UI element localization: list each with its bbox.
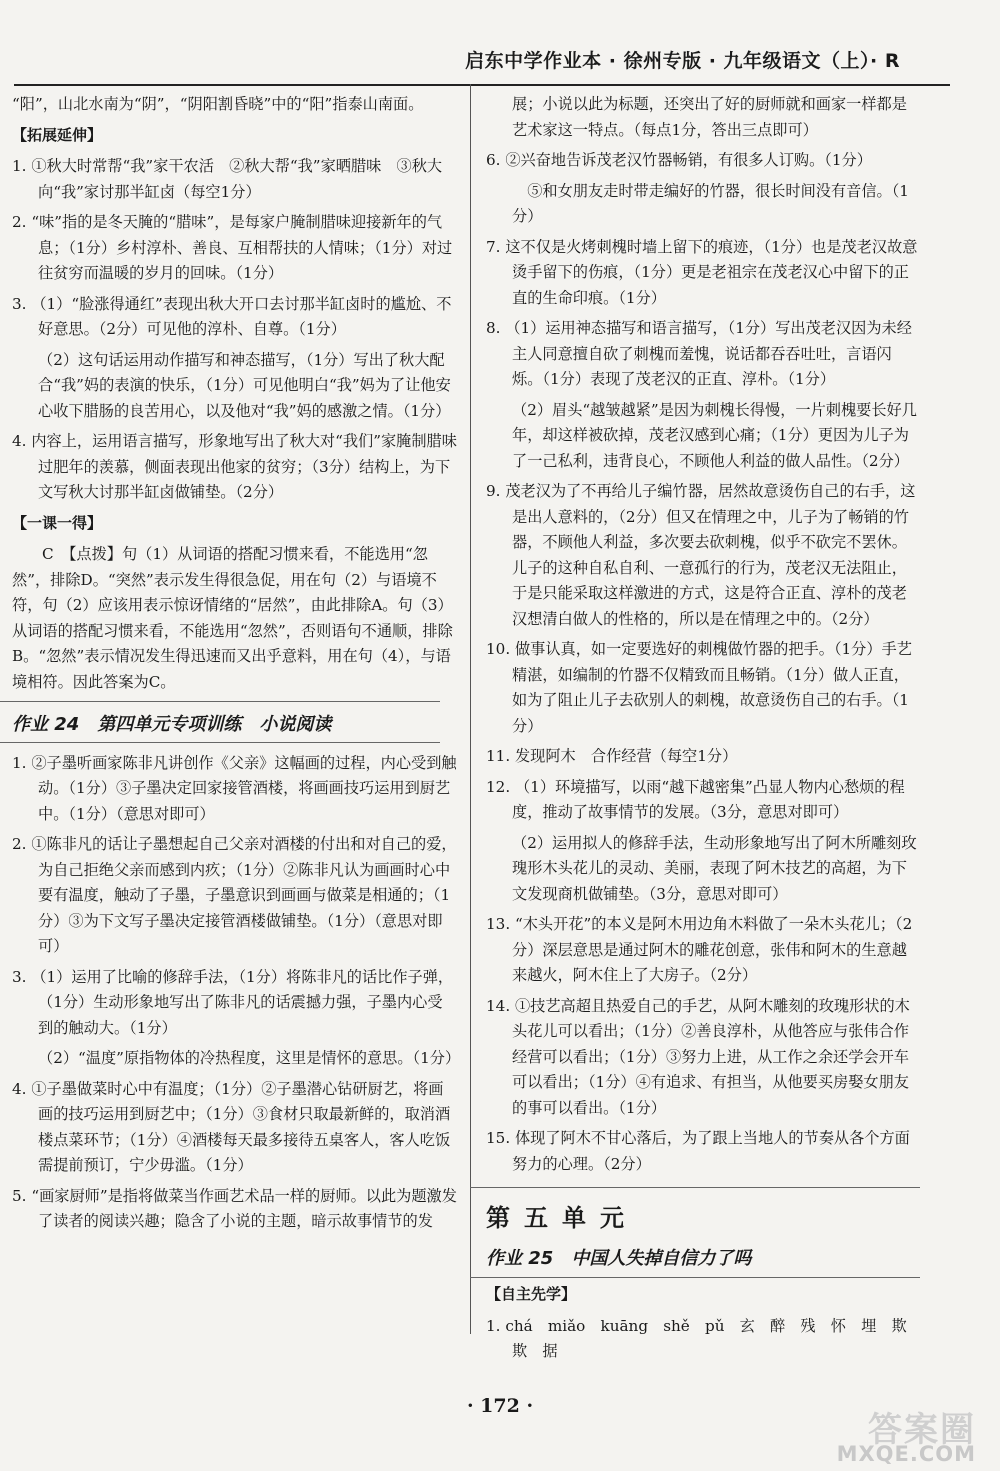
ext-item-3: 3. （1）“脸涨得通红”表现出秋大开口去讨那半缸卤时的尴尬、不好意思。（2分）可见他的淳朴、自尊。（1分） bbox=[12, 294, 452, 338]
item-14: 14. ①技艺高超且热爱自己的手艺，从阿木雕刻的玫瑰形状的木头花儿可以看出；（1分）②善良淳朴，从他答应与张伟合作经营可以看出；（1分）③努力上进，从工作之余还学会开车可以看出；（1分）④有追求、有担当，从他要买房娶女朋友的事可以看出。（1分） bbox=[486, 996, 910, 1117]
ext-item-2: 2. “味”指的是冬天腌的“腊味”，是每家户腌制腊味迎接新年的气息；（1分）乡村淳朴、善良、互相帮扶的人情味；（1分）对过往贫穷而温暖的岁月的回味。（1分） bbox=[12, 213, 453, 282]
left-column bbox=[12, 92, 461, 1240]
extension-heading: 【拓展延伸】 bbox=[12, 125, 103, 144]
hw24-item-5-cont: 展；小说以此为标题，还突出了好的厨师就和画家一样都是艺术家这一特点。（每点1分，答出三点即可） bbox=[512, 95, 907, 139]
item-6: 6. ②兴奋地告诉茂老汉竹器畅销，有很多人订购。（1分） bbox=[486, 151, 872, 169]
section-rule bbox=[470, 1187, 920, 1188]
item-12: 12. （1）环境描写，以雨“越下越密集”凸显人物内心愁烦的程度，推动了故事情节的发展。（3分，意思对即可） bbox=[486, 777, 905, 821]
section-rule bbox=[0, 742, 440, 743]
ext-item-4: 4. 内容上，运用语言描写，形象地写出了秋大对“我们”家腌制腊味过肥年的羡慕，侧面表现出他家的贫穷；（3分）结构上，为下文写秋大讨那半缸卤做铺垫。（2分） bbox=[12, 432, 457, 501]
lesson-heading: 【一课一得】 bbox=[12, 513, 103, 532]
ext-item-1: 1. ①秋大时常帮“我”家干农活 ②秋大帮“我”家晒腊味 ③秋大向“我”家讨那半缸卤（每空1分） bbox=[12, 157, 443, 201]
item-8b: （2）眉头“越皱越紧”是因为刺槐长得慢，一片刺槐要长好几年，却这样被砍掉，茂老汉感到心痛；（1分）更因为儿子为了一己私利，违背良心，不顾他人利益的做人品性。（2分） bbox=[512, 400, 917, 470]
item-13: 13. “木头开花”的本义是阿木用边角木料做了一朵木头花儿；（2分）深层意思是通过阿木的雕花创意，张伟和阿木的生意越来越火，阿木住上了大房子。（2分） bbox=[486, 915, 913, 984]
hw24-item-4: 4. ①子墨做菜时心中有温度；（1分）②子墨潜心钻研厨艺，将画画的技巧运用到厨艺中；（1分）③食材只取最新鲜的，取消酒楼点菜环节；（1分）④酒楼每天最多接待五桌客人，客人吃饭需提前预订，宁少毋滥。（1分） bbox=[12, 1079, 451, 1174]
watermark-logo: 答案圈 bbox=[868, 1410, 976, 1450]
item-11: 11. 发现阿木 合作经营（每空1分） bbox=[486, 747, 738, 765]
column-divider bbox=[470, 84, 471, 1334]
section-rule bbox=[0, 701, 440, 702]
item-6b: ⑤和女朋友走时带走编好的竹器，很长时间没有音信。（1分） bbox=[512, 181, 909, 225]
item-12b: （2）运用拟人的修辞手法，生动形象地写出了阿木所雕刻玫瑰形木头花儿的灵动、美丽，表现了阿木技艺的高超，为下文发现商机做铺垫。（3分，意思对即可） bbox=[512, 833, 917, 903]
hw24-item-5: 5. “画家厨师”是指将做菜当作画艺术品一样的厨师。以此为题激发了读者的阅读兴趣；隐含了小说的主题，暗示故事情节的发 bbox=[12, 1186, 457, 1230]
watermark-url: MXQE.COM bbox=[836, 1442, 976, 1466]
hw24-item-1: 1. ②子墨听画家陈非凡讲创作《父亲》这幅画的过程，内心受到触动。（1分）③子墨决定回家接管酒楼，将画画技巧运用到厨艺中。（1分）（意思对即可） bbox=[12, 753, 457, 823]
page-number: · 172 · bbox=[466, 1395, 534, 1417]
hw24-item-3b: （2）“温度”原指物体的冷热程度，这里是情怀的意思。（1分） bbox=[38, 1049, 461, 1067]
homework-24-title: 作业 24 第四单元专项训练 小说阅读 bbox=[12, 714, 332, 735]
right-column bbox=[486, 92, 918, 1370]
unit-5-title: 第五单元 bbox=[486, 1204, 638, 1232]
hw24-item-3: 3. （1）运用了比喻的修辞手法，（1分）将陈非凡的话比作子弹，（1分）生动形象地写出了陈非凡的话震撼力强，子墨内心受到的触动大。（1分） bbox=[12, 967, 454, 1037]
section-rule bbox=[470, 1277, 920, 1278]
hw24-item-2: 2. ①陈非凡的话让子墨想起自己父亲对酒楼的付出和对自己的爱，为自己拒绝父亲而感到内疚；（1分）②陈非凡认为画画时心中要有温度，触动了子墨，子墨意识到画画与做菜是相通的；（1分）③为下文写子墨决定接管酒楼做铺垫。（1分）（意思对即可） bbox=[12, 835, 457, 955]
ext-item-3b: （2）这句话运用动作描写和神态描写，（1分）写出了秋大配合“我”妈的表演的快乐，（1分）可见他明白“我”妈为了让他安心收下腊肠的良苦用心，以及他对“我”妈的感激之情。（1分） bbox=[38, 350, 451, 420]
header-title: 启东中学作业本 · 徐州专版 · 九年级语文（上）· R bbox=[465, 50, 900, 72]
item-8: 8. （1）运用神态描写和语言描写，（1分）写出茂老汉因为未经主人同意擅自砍了刺槐而羞愧，说话都吞吞吐吐，言语闪烁。（1分）表现了茂老汉的正直、淳朴。（1分） bbox=[486, 319, 912, 388]
page-header bbox=[14, 44, 900, 80]
item-9: 9. 茂老汉为了不再给儿子编竹器，居然故意烫伤自己的右手，这是出人意料的，（2分）但又在情理之中，儿子为了畅销的竹器，不顾他人利益，多次要去砍刺槐，似乎不砍完不罢休。儿子的这种自私自利、一意孤行的行为，茂老汉无法阻止，于是只能采取这样激进的方式，这是符合正直、淳朴的茂老汉想清白做人的性格的，所以是在情理之中的。（2分） bbox=[486, 482, 916, 628]
item-15: 15. 体现了阿木不甘心落后，为了跟上当地人的节奏从各个方面努力的心理。（2分） bbox=[486, 1129, 910, 1173]
item-7: 7. 这不仅是火烤刺槐时墙上留下的痕迹，（1分）也是茂老汉故意烫手留下的伤痕，（1分）更是老祖宗在茂老汉心中留下的正直的生命印痕。（1分） bbox=[486, 237, 918, 307]
item-10: 10. 做事认真，如一定要选好的刺槐做竹器的把手。（1分）手艺精湛，如编制的竹器不仅精致而且畅销。（1分）做人正直，如为了阻止儿子去砍别人的刺槐，故意烫伤自己的右手。（1分） bbox=[486, 640, 912, 735]
self-study-item-1: 1. chá miǎo kuāng shě pǔ 玄 醉 残 怀 埋 欺欺 据 bbox=[486, 1316, 907, 1360]
watermark bbox=[824, 1402, 976, 1468]
header-rule bbox=[14, 84, 950, 86]
intro-text: “阳”，山北水南为“阴”，“阴阳割昏晓”中的“阳”指泰山南面。 bbox=[12, 95, 424, 113]
lesson-text: C 【点拨】句（1）从词语的搭配习惯来看，不能选用“忽然”，排除D。“突然”表示发生得很急促，用在句（2）与语境不符，句（2）应该用表示惊讶情绪的“居然”，由此排除A。句（3）从词语的搭配习惯来看，不能选用“忽然”，否则语句不通顺，排除B。“忽然”表示情况发生得迅速而又出乎意料，用在句（4），与语境相符。因此答案为C。 bbox=[12, 545, 453, 691]
homework-25-title: 作业 25 中国人失掉自信力了吗 bbox=[486, 1247, 752, 1269]
self-study-heading: 【自主先学】 bbox=[486, 1285, 577, 1303]
